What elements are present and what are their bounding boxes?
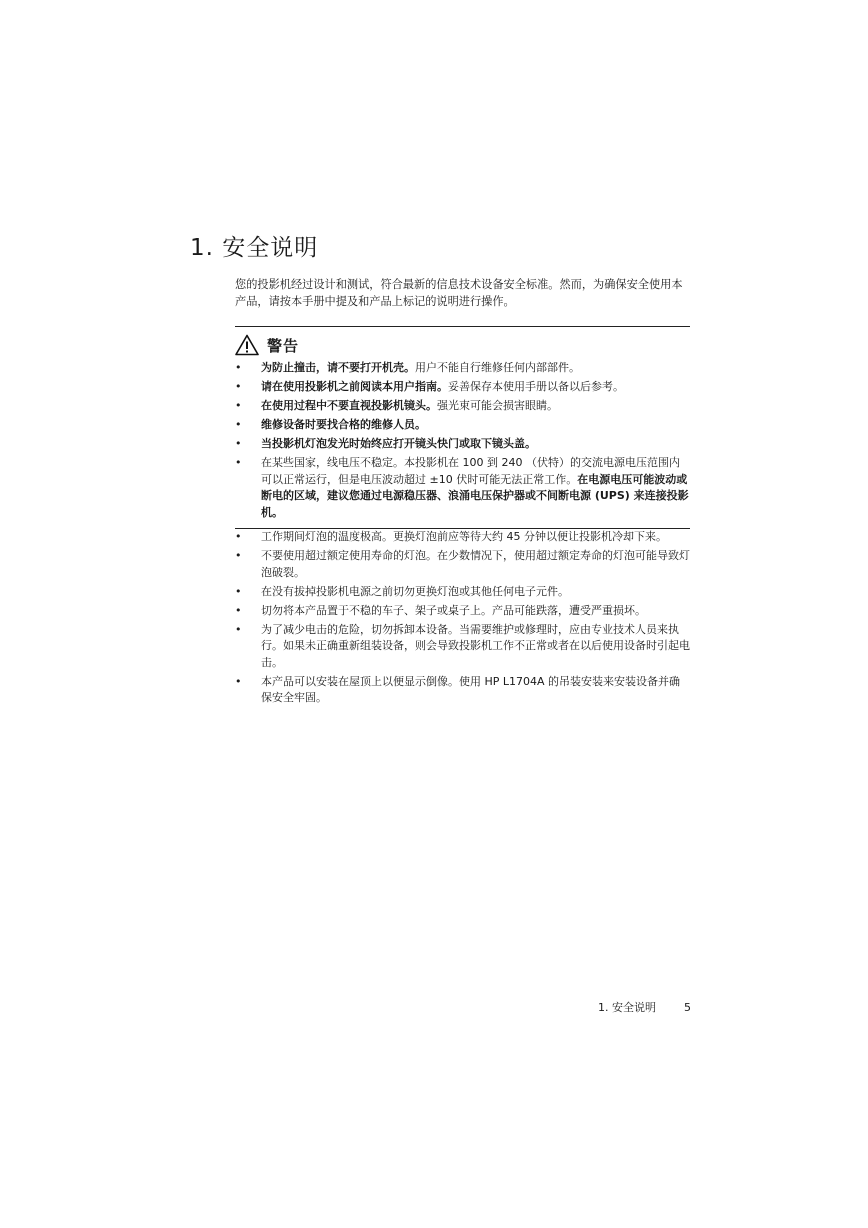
- bullet: •: [235, 603, 242, 617]
- warning-box: [235, 326, 690, 529]
- bullet: •: [235, 361, 242, 374]
- bullet: •: [235, 399, 242, 412]
- list-item: • 维修设备时要找合格的维修人员。: [235, 417, 690, 434]
- bullet: •: [235, 456, 242, 469]
- list-item: • 在使用过程中不要直视投影机镜头。强光束可能会损害眼睛。: [235, 398, 690, 415]
- page-title: 1. 安全说明: [190, 235, 319, 261]
- page-number: 5: [684, 1001, 691, 1014]
- list-item: • 在没有拔掉投影机电源之前切勿更换灯泡或其他任何电子元件。: [235, 584, 690, 601]
- list-item: • 本产品可以安装在屋顶上以便显示倒像。使用 HP L1704A 的吊装安装来安装设备并确保安全牢固。: [235, 674, 681, 704]
- list-item: • 为了减少电击的危险，切勿拆卸本设备。当需要维护或修理时，应由专业技术人员来执行。如果未正确重新组装设备，则会导致投影机工作不正常或者在以后使用设备时引起电击。: [235, 622, 690, 669]
- bullet: •: [235, 584, 242, 598]
- list-item: • 切勿将本产品置于不稳的车子、架子或桌子上。产品可能跌落，遭受严重损坏。: [235, 603, 690, 620]
- warning-title: 警告: [267, 336, 300, 355]
- safety-list: [235, 529, 690, 709]
- list-item: • 不要使用超过额定使用寿命的灯泡。在少数情况下，使用超过额定寿命的灯泡可能导致灯泡破裂。: [235, 549, 690, 579]
- warning-header: [235, 330, 690, 360]
- bullet: •: [235, 622, 242, 636]
- list-item: • 在某些国家，线电压不稳定。本投影机在 100 到 240 （伏特）的交流电源电压范围内可以正常运行，但是电压波动超过 ±10 伏时可能无法正常工作。在电源电压可能波动或断电的区域，建议您通过电源稳压器、浪涌电压保护器或不间断电源 (UPS) 来连接投影机。: [235, 456, 689, 519]
- warning-triangle-icon: [235, 334, 259, 356]
- bullet: •: [235, 530, 242, 543]
- list-item: • 为防止撞击，请不要打开机壳。用户不能自行维修任何内部部件。: [235, 360, 690, 377]
- bullet: •: [235, 418, 242, 431]
- list-item: • 请在使用投影机之前阅读本用户指南。妥善保存本使用手册以备以后参考。: [235, 379, 690, 396]
- bullet: •: [235, 437, 242, 450]
- list-item: • 当投影机灯泡发光时始终应打开镜头快门或取下镜头盖。: [235, 436, 690, 453]
- bullet: •: [235, 380, 242, 393]
- footer-section: 1. 安全说明: [598, 1001, 656, 1014]
- warning-list: [235, 360, 690, 521]
- bullet: •: [235, 549, 242, 562]
- page-footer: [560, 1001, 691, 1015]
- list-item: • 工作期间灯泡的温度极高。更换灯泡前应等待大约 45 分钟以便让投影机冷却下来。: [235, 529, 690, 546]
- bullet: •: [235, 674, 242, 688]
- intro-paragraph: 您的投影机经过设计和测试，符合最新的信息技术设备安全标准。然而，为确保安全使用本产品，请按本手册中提及和产品上标记的说明进行操作。: [235, 278, 683, 308]
